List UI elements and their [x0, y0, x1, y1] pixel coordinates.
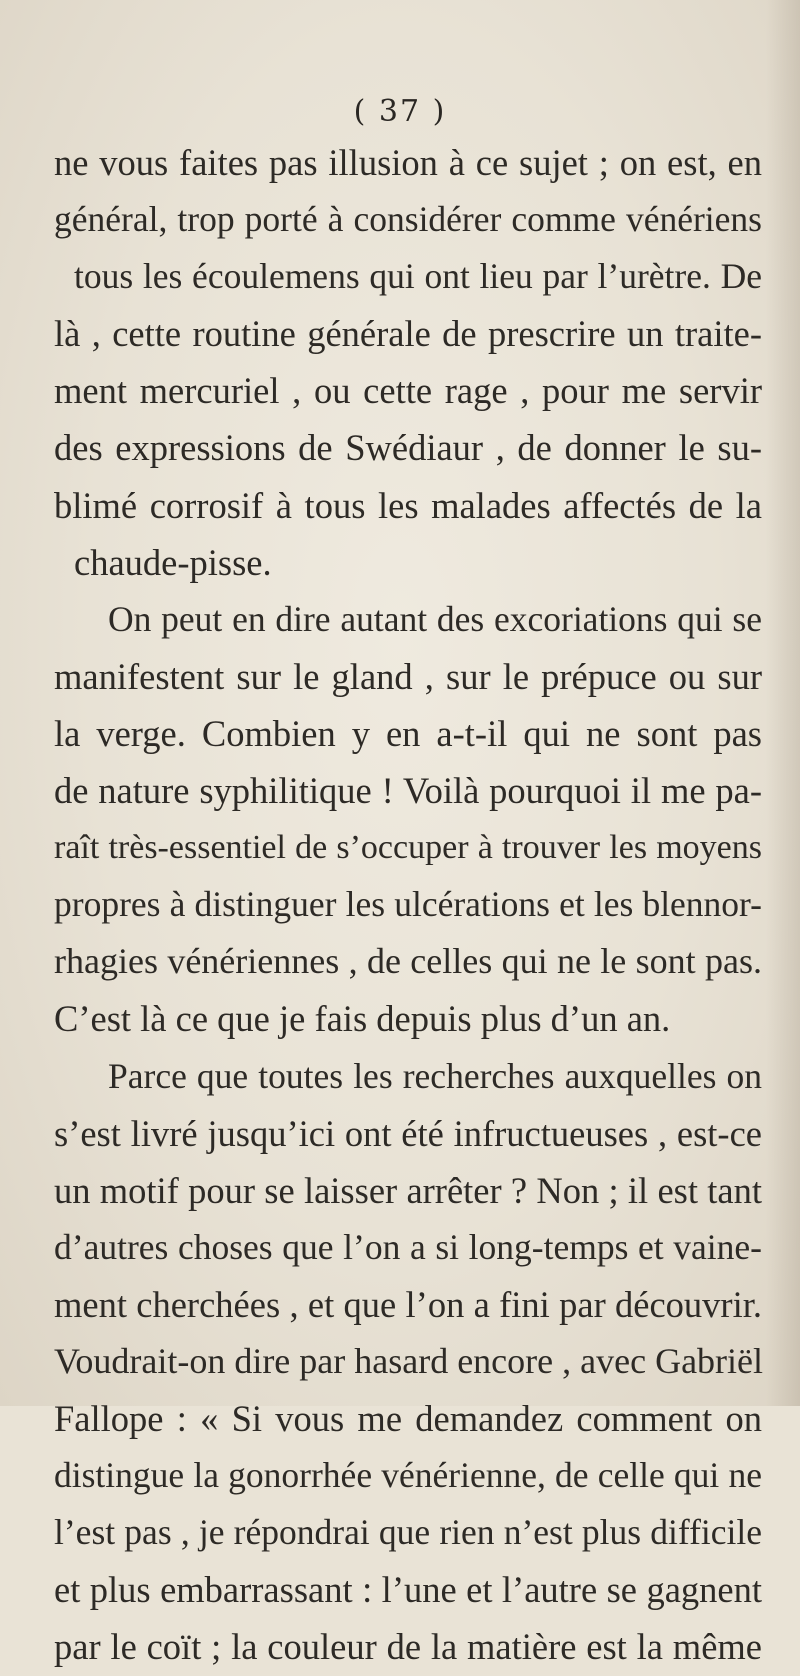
text-line: tous les écoulemens qui ont lieu par l’urètre. De: [74, 256, 762, 297]
text-line: manifestent sur le gland , sur le prépuce ou sur: [54, 655, 762, 697]
text-line: général, trop porté à considérer comme vénériens: [54, 199, 762, 240]
text-line: d’autres choses que l’on a si long-temps et vaine-: [54, 1226, 762, 1267]
text-line: s’est livré jusqu’ici ont été infructueuses , est-ce: [54, 1112, 762, 1154]
text-line: des expressions de Swédiaur , de donner le su-: [54, 427, 762, 469]
text-line: et plus embarrassant : l’une et l’autre se gagnent: [54, 1569, 762, 1611]
text-line: raît très-essentiel de s’occuper à trouver les moyens: [54, 829, 762, 867]
text-line: blimé corrosif à tous les malades affectés de la: [54, 484, 762, 526]
text-line: ment mercuriel , ou cette rage , pour me servir: [54, 370, 762, 412]
text-line: rhagies vénériennes , de celles qui ne le sont pas.: [54, 941, 762, 982]
text-line: Voudrait-on dire par hasard encore , avec Gabriël: [54, 1340, 764, 1381]
page-number: ( 37 ): [353, 94, 447, 129]
text-line: l’est pas , je répondrai que rien n’est plus difficile: [54, 1512, 762, 1553]
text-line: C’est là ce que je fais depuis plus d’un an.: [54, 998, 671, 1040]
text-line: là , cette routine générale de prescrire un traite-: [54, 313, 762, 355]
text-line: distingue la gonorrhée vénérienne, de celle qui ne: [54, 1455, 762, 1496]
text-line: chaude-pisse.: [74, 541, 272, 583]
page-gutter-shadow: [766, 0, 800, 1406]
text-line: ne vous faites pas illusion à ce sujet ; on est, en: [54, 142, 762, 183]
text-line: propres à distinguer les ulcérations et les blennor-: [54, 884, 762, 925]
text-line: Parce que toutes les recherches auxquelles on: [108, 1055, 762, 1096]
text-line: un motif pour se laisser arrêter ? Non ; il est tant: [54, 1169, 762, 1211]
text-line: ment cherchées , et que l’on a fini par découvrir.: [54, 1283, 762, 1325]
text-line: par le coït ; la couleur de la matière est la même: [54, 1626, 762, 1668]
text-line: la verge. Combien y en a-t-il qui ne sont pas: [54, 712, 762, 754]
text-line: Fallope : « Si vous me demandez comment on: [54, 1398, 762, 1440]
body-text: [54, 134, 762, 1676]
text-line: On peut en dire autant des excoriations qui se: [108, 598, 762, 639]
text-line: de nature syphilitique ! Voilà pourquoi il me pa-: [54, 770, 762, 812]
